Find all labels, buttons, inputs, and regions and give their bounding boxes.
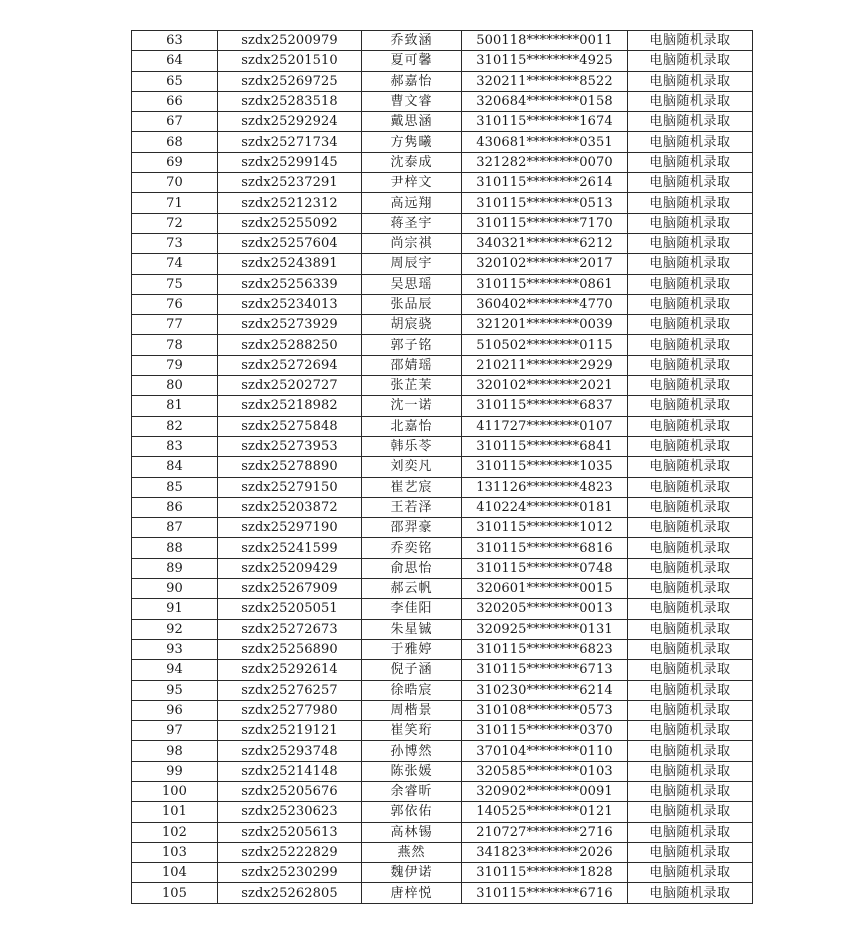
admission-method: 电脑随机录取 xyxy=(628,842,753,862)
admission-method: 电脑随机录取 xyxy=(628,173,753,193)
row-number: 84 xyxy=(132,457,218,477)
admission-method: 电脑随机录取 xyxy=(628,436,753,456)
student-name: 余睿昕 xyxy=(362,781,462,801)
admission-method: 电脑随机录取 xyxy=(628,863,753,883)
row-number: 104 xyxy=(132,863,218,883)
table-row xyxy=(132,416,753,436)
id-card-number: 310115********1674 xyxy=(462,112,628,132)
id-card-number: 310115********0513 xyxy=(462,193,628,213)
id-card-number: 310115********7170 xyxy=(462,213,628,233)
row-number: 105 xyxy=(132,883,218,903)
row-number: 96 xyxy=(132,700,218,720)
row-number: 102 xyxy=(132,822,218,842)
candidate-number: szdx25212312 xyxy=(218,193,362,213)
student-name: 徐晧宸 xyxy=(362,680,462,700)
id-card-number: 321282********0070 xyxy=(462,152,628,172)
admission-method: 电脑随机录取 xyxy=(628,254,753,274)
student-name: 戴思涵 xyxy=(362,112,462,132)
id-card-number: 320205********0013 xyxy=(462,599,628,619)
id-card-number: 430681********0351 xyxy=(462,132,628,152)
id-card-number: 310115********0861 xyxy=(462,274,628,294)
admission-method: 电脑随机录取 xyxy=(628,639,753,659)
row-number: 79 xyxy=(132,355,218,375)
student-name: 吴思瑶 xyxy=(362,274,462,294)
student-name: 乔奕铭 xyxy=(362,538,462,558)
admission-method: 电脑随机录取 xyxy=(628,579,753,599)
student-name: 张品辰 xyxy=(362,294,462,314)
table-row xyxy=(132,558,753,578)
student-name: 北嘉怡 xyxy=(362,416,462,436)
admission-method: 电脑随机录取 xyxy=(628,660,753,680)
table-row xyxy=(132,497,753,517)
admission-method: 电脑随机录取 xyxy=(628,477,753,497)
candidate-number: szdx25299145 xyxy=(218,152,362,172)
admission-method: 电脑随机录取 xyxy=(628,822,753,842)
row-number: 87 xyxy=(132,518,218,538)
id-card-number: 360402********4770 xyxy=(462,294,628,314)
candidate-number: szdx25273929 xyxy=(218,315,362,335)
student-name: 燕然 xyxy=(362,842,462,862)
admission-method: 电脑随机录取 xyxy=(628,355,753,375)
row-number: 88 xyxy=(132,538,218,558)
student-name: 孙博然 xyxy=(362,741,462,761)
id-card-number: 310115********6716 xyxy=(462,883,628,903)
admission-method: 电脑随机录取 xyxy=(628,274,753,294)
candidate-number: szdx25230299 xyxy=(218,863,362,883)
id-card-number: 321201********0039 xyxy=(462,315,628,335)
table-row xyxy=(132,91,753,111)
candidate-number: szdx25222829 xyxy=(218,842,362,862)
id-card-number: 310115********0370 xyxy=(462,721,628,741)
student-name: 沈一诺 xyxy=(362,396,462,416)
table-row xyxy=(132,721,753,741)
admission-table-body xyxy=(132,31,753,904)
admission-table xyxy=(131,30,753,904)
table-row xyxy=(132,538,753,558)
id-card-number: 310115********6713 xyxy=(462,660,628,680)
row-number: 63 xyxy=(132,31,218,51)
table-row xyxy=(132,477,753,497)
table-row xyxy=(132,680,753,700)
row-number: 68 xyxy=(132,132,218,152)
row-number: 99 xyxy=(132,761,218,781)
student-name: 魏伊诺 xyxy=(362,863,462,883)
candidate-number: szdx25203872 xyxy=(218,497,362,517)
id-card-number: 320585********0103 xyxy=(462,761,628,781)
student-name: 郝云帆 xyxy=(362,579,462,599)
student-name: 刘奕凡 xyxy=(362,457,462,477)
admission-method: 电脑随机录取 xyxy=(628,518,753,538)
table-row xyxy=(132,822,753,842)
id-card-number: 310115********6816 xyxy=(462,538,628,558)
admission-method: 电脑随机录取 xyxy=(628,781,753,801)
candidate-number: szdx25293748 xyxy=(218,741,362,761)
admission-method: 电脑随机录取 xyxy=(628,619,753,639)
student-name: 李佳阳 xyxy=(362,599,462,619)
row-number: 93 xyxy=(132,639,218,659)
row-number: 69 xyxy=(132,152,218,172)
row-number: 90 xyxy=(132,579,218,599)
student-name: 唐梓悦 xyxy=(362,883,462,903)
row-number: 85 xyxy=(132,477,218,497)
id-card-number: 320601********0015 xyxy=(462,579,628,599)
admission-method: 电脑随机录取 xyxy=(628,132,753,152)
row-number: 67 xyxy=(132,112,218,132)
candidate-number: szdx25272673 xyxy=(218,619,362,639)
candidate-number: szdx25255092 xyxy=(218,213,362,233)
admission-method: 电脑随机录取 xyxy=(628,680,753,700)
table-row xyxy=(132,152,753,172)
table-row xyxy=(132,315,753,335)
student-name: 崔笑珩 xyxy=(362,721,462,741)
candidate-number: szdx25237291 xyxy=(218,173,362,193)
row-number: 65 xyxy=(132,71,218,91)
row-number: 64 xyxy=(132,51,218,71)
candidate-number: szdx25275848 xyxy=(218,416,362,436)
student-name: 张芷茉 xyxy=(362,376,462,396)
table-row xyxy=(132,842,753,862)
table-row xyxy=(132,112,753,132)
id-card-number: 310115********0748 xyxy=(462,558,628,578)
id-card-number: 210211********2929 xyxy=(462,355,628,375)
id-card-number: 310115********1828 xyxy=(462,863,628,883)
candidate-number: szdx25269725 xyxy=(218,71,362,91)
admission-method: 电脑随机录取 xyxy=(628,741,753,761)
student-name: 方隽曦 xyxy=(362,132,462,152)
table-row xyxy=(132,355,753,375)
table-row xyxy=(132,132,753,152)
table-row xyxy=(132,51,753,71)
student-name: 蒋圣宇 xyxy=(362,213,462,233)
candidate-number: szdx25272694 xyxy=(218,355,362,375)
id-card-number: 500118********0011 xyxy=(462,31,628,51)
candidate-number: szdx25288250 xyxy=(218,335,362,355)
row-number: 66 xyxy=(132,91,218,111)
row-number: 76 xyxy=(132,294,218,314)
id-card-number: 310108********0573 xyxy=(462,700,628,720)
row-number: 74 xyxy=(132,254,218,274)
student-name: 王若泽 xyxy=(362,497,462,517)
row-number: 98 xyxy=(132,741,218,761)
id-card-number: 310115********1035 xyxy=(462,457,628,477)
id-card-number: 310115********6823 xyxy=(462,639,628,659)
table-row xyxy=(132,781,753,801)
row-number: 101 xyxy=(132,802,218,822)
row-number: 80 xyxy=(132,376,218,396)
candidate-number: szdx25283518 xyxy=(218,91,362,111)
candidate-number: szdx25202727 xyxy=(218,376,362,396)
row-number: 72 xyxy=(132,213,218,233)
row-number: 81 xyxy=(132,396,218,416)
candidate-number: szdx25234013 xyxy=(218,294,362,314)
candidate-number: szdx25278890 xyxy=(218,457,362,477)
candidate-number: szdx25205676 xyxy=(218,781,362,801)
table-row xyxy=(132,213,753,233)
id-card-number: 310115********2614 xyxy=(462,173,628,193)
row-number: 100 xyxy=(132,781,218,801)
row-number: 86 xyxy=(132,497,218,517)
admission-method: 电脑随机录取 xyxy=(628,315,753,335)
id-card-number: 320102********2021 xyxy=(462,376,628,396)
student-name: 倪子涵 xyxy=(362,660,462,680)
row-number: 82 xyxy=(132,416,218,436)
table-row xyxy=(132,193,753,213)
id-card-number: 411727********0107 xyxy=(462,416,628,436)
admission-method: 电脑随机录取 xyxy=(628,193,753,213)
student-name: 韩乐苓 xyxy=(362,436,462,456)
candidate-number: szdx25243891 xyxy=(218,254,362,274)
student-name: 尚宗祺 xyxy=(362,233,462,253)
admission-method: 电脑随机录取 xyxy=(628,31,753,51)
admission-method: 电脑随机录取 xyxy=(628,761,753,781)
admission-method: 电脑随机录取 xyxy=(628,376,753,396)
candidate-number: szdx25205051 xyxy=(218,599,362,619)
student-name: 高远翔 xyxy=(362,193,462,213)
student-name: 邵羿豪 xyxy=(362,518,462,538)
id-card-number: 131126********4823 xyxy=(462,477,628,497)
row-number: 78 xyxy=(132,335,218,355)
candidate-number: szdx25271734 xyxy=(218,132,362,152)
id-card-number: 310115********6837 xyxy=(462,396,628,416)
candidate-number: szdx25256890 xyxy=(218,639,362,659)
admission-method: 电脑随机录取 xyxy=(628,152,753,172)
row-number: 77 xyxy=(132,315,218,335)
id-card-number: 320902********0091 xyxy=(462,781,628,801)
table-row xyxy=(132,457,753,477)
table-row xyxy=(132,173,753,193)
row-number: 89 xyxy=(132,558,218,578)
table-row xyxy=(132,274,753,294)
admission-method: 电脑随机录取 xyxy=(628,497,753,517)
table-row xyxy=(132,436,753,456)
row-number: 70 xyxy=(132,173,218,193)
admission-method: 电脑随机录取 xyxy=(628,457,753,477)
student-name: 尹梓文 xyxy=(362,173,462,193)
admission-method: 电脑随机录取 xyxy=(628,416,753,436)
table-row xyxy=(132,254,753,274)
candidate-number: szdx25297190 xyxy=(218,518,362,538)
candidate-number: szdx25209429 xyxy=(218,558,362,578)
id-card-number: 370104********0110 xyxy=(462,741,628,761)
candidate-number: szdx25262805 xyxy=(218,883,362,903)
table-row xyxy=(132,396,753,416)
admission-method: 电脑随机录取 xyxy=(628,294,753,314)
id-card-number: 340321********6212 xyxy=(462,233,628,253)
student-name: 沈泰成 xyxy=(362,152,462,172)
id-card-number: 310115********6841 xyxy=(462,436,628,456)
admission-method: 电脑随机录取 xyxy=(628,335,753,355)
student-name: 郝嘉怡 xyxy=(362,71,462,91)
admission-method: 电脑随机录取 xyxy=(628,213,753,233)
student-name: 乔致涵 xyxy=(362,31,462,51)
student-name: 邵婧瑶 xyxy=(362,355,462,375)
table-row xyxy=(132,31,753,51)
candidate-number: szdx25218982 xyxy=(218,396,362,416)
row-number: 92 xyxy=(132,619,218,639)
table-row xyxy=(132,660,753,680)
candidate-number: szdx25292924 xyxy=(218,112,362,132)
table-row xyxy=(132,518,753,538)
row-number: 73 xyxy=(132,233,218,253)
candidate-number: szdx25230623 xyxy=(218,802,362,822)
candidate-number: szdx25273953 xyxy=(218,436,362,456)
student-name: 陈张媛 xyxy=(362,761,462,781)
row-number: 103 xyxy=(132,842,218,862)
id-card-number: 310115********1012 xyxy=(462,518,628,538)
id-card-number: 310230********6214 xyxy=(462,680,628,700)
student-name: 俞思怡 xyxy=(362,558,462,578)
id-card-number: 510502********0115 xyxy=(462,335,628,355)
candidate-number: szdx25205613 xyxy=(218,822,362,842)
table-row xyxy=(132,639,753,659)
admission-method: 电脑随机录取 xyxy=(628,700,753,720)
admission-method: 电脑随机录取 xyxy=(628,396,753,416)
candidate-number: szdx25267909 xyxy=(218,579,362,599)
row-number: 97 xyxy=(132,721,218,741)
table-row xyxy=(132,700,753,720)
id-card-number: 320684********0158 xyxy=(462,91,628,111)
candidate-number: szdx25200979 xyxy=(218,31,362,51)
table-row xyxy=(132,802,753,822)
student-name: 于雅婷 xyxy=(362,639,462,659)
student-name: 胡宸骁 xyxy=(362,315,462,335)
table-row xyxy=(132,294,753,314)
id-card-number: 320102********2017 xyxy=(462,254,628,274)
table-row xyxy=(132,579,753,599)
id-card-number: 320211********8522 xyxy=(462,71,628,91)
student-name: 夏可馨 xyxy=(362,51,462,71)
row-number: 83 xyxy=(132,436,218,456)
table-row xyxy=(132,741,753,761)
row-number: 94 xyxy=(132,660,218,680)
row-number: 91 xyxy=(132,599,218,619)
student-name: 高林锡 xyxy=(362,822,462,842)
candidate-number: szdx25214148 xyxy=(218,761,362,781)
id-card-number: 320925********0131 xyxy=(462,619,628,639)
candidate-number: szdx25241599 xyxy=(218,538,362,558)
admission-method: 电脑随机录取 xyxy=(628,51,753,71)
candidate-number: szdx25257604 xyxy=(218,233,362,253)
candidate-number: szdx25276257 xyxy=(218,680,362,700)
table-row xyxy=(132,863,753,883)
candidate-number: szdx25219121 xyxy=(218,721,362,741)
candidate-number: szdx25256339 xyxy=(218,274,362,294)
table-row xyxy=(132,599,753,619)
candidate-number: szdx25201510 xyxy=(218,51,362,71)
table-row xyxy=(132,71,753,91)
admission-method: 电脑随机录取 xyxy=(628,71,753,91)
table-row xyxy=(132,376,753,396)
admission-method: 电脑随机录取 xyxy=(628,112,753,132)
id-card-number: 410224********0181 xyxy=(462,497,628,517)
row-number: 95 xyxy=(132,680,218,700)
student-name: 崔艺宸 xyxy=(362,477,462,497)
admission-method: 电脑随机录取 xyxy=(628,558,753,578)
admission-method: 电脑随机录取 xyxy=(628,233,753,253)
candidate-number: szdx25279150 xyxy=(218,477,362,497)
student-name: 郭依佑 xyxy=(362,802,462,822)
student-name: 郭子铭 xyxy=(362,335,462,355)
admission-method: 电脑随机录取 xyxy=(628,802,753,822)
student-name: 朱星铖 xyxy=(362,619,462,639)
candidate-number: szdx25292614 xyxy=(218,660,362,680)
admission-method: 电脑随机录取 xyxy=(628,599,753,619)
table-row xyxy=(132,761,753,781)
student-name: 周楷景 xyxy=(362,700,462,720)
row-number: 75 xyxy=(132,274,218,294)
table-row xyxy=(132,335,753,355)
table-row xyxy=(132,883,753,903)
admission-method: 电脑随机录取 xyxy=(628,721,753,741)
id-card-number: 341823********2026 xyxy=(462,842,628,862)
table-row xyxy=(132,619,753,639)
admission-method: 电脑随机录取 xyxy=(628,883,753,903)
student-name: 周辰宇 xyxy=(362,254,462,274)
id-card-number: 210727********2716 xyxy=(462,822,628,842)
id-card-number: 310115********4925 xyxy=(462,51,628,71)
admission-method: 电脑随机录取 xyxy=(628,91,753,111)
row-number: 71 xyxy=(132,193,218,213)
candidate-number: szdx25277980 xyxy=(218,700,362,720)
table-row xyxy=(132,233,753,253)
id-card-number: 140525********0121 xyxy=(462,802,628,822)
admission-method: 电脑随机录取 xyxy=(628,538,753,558)
student-name: 曹文睿 xyxy=(362,91,462,111)
